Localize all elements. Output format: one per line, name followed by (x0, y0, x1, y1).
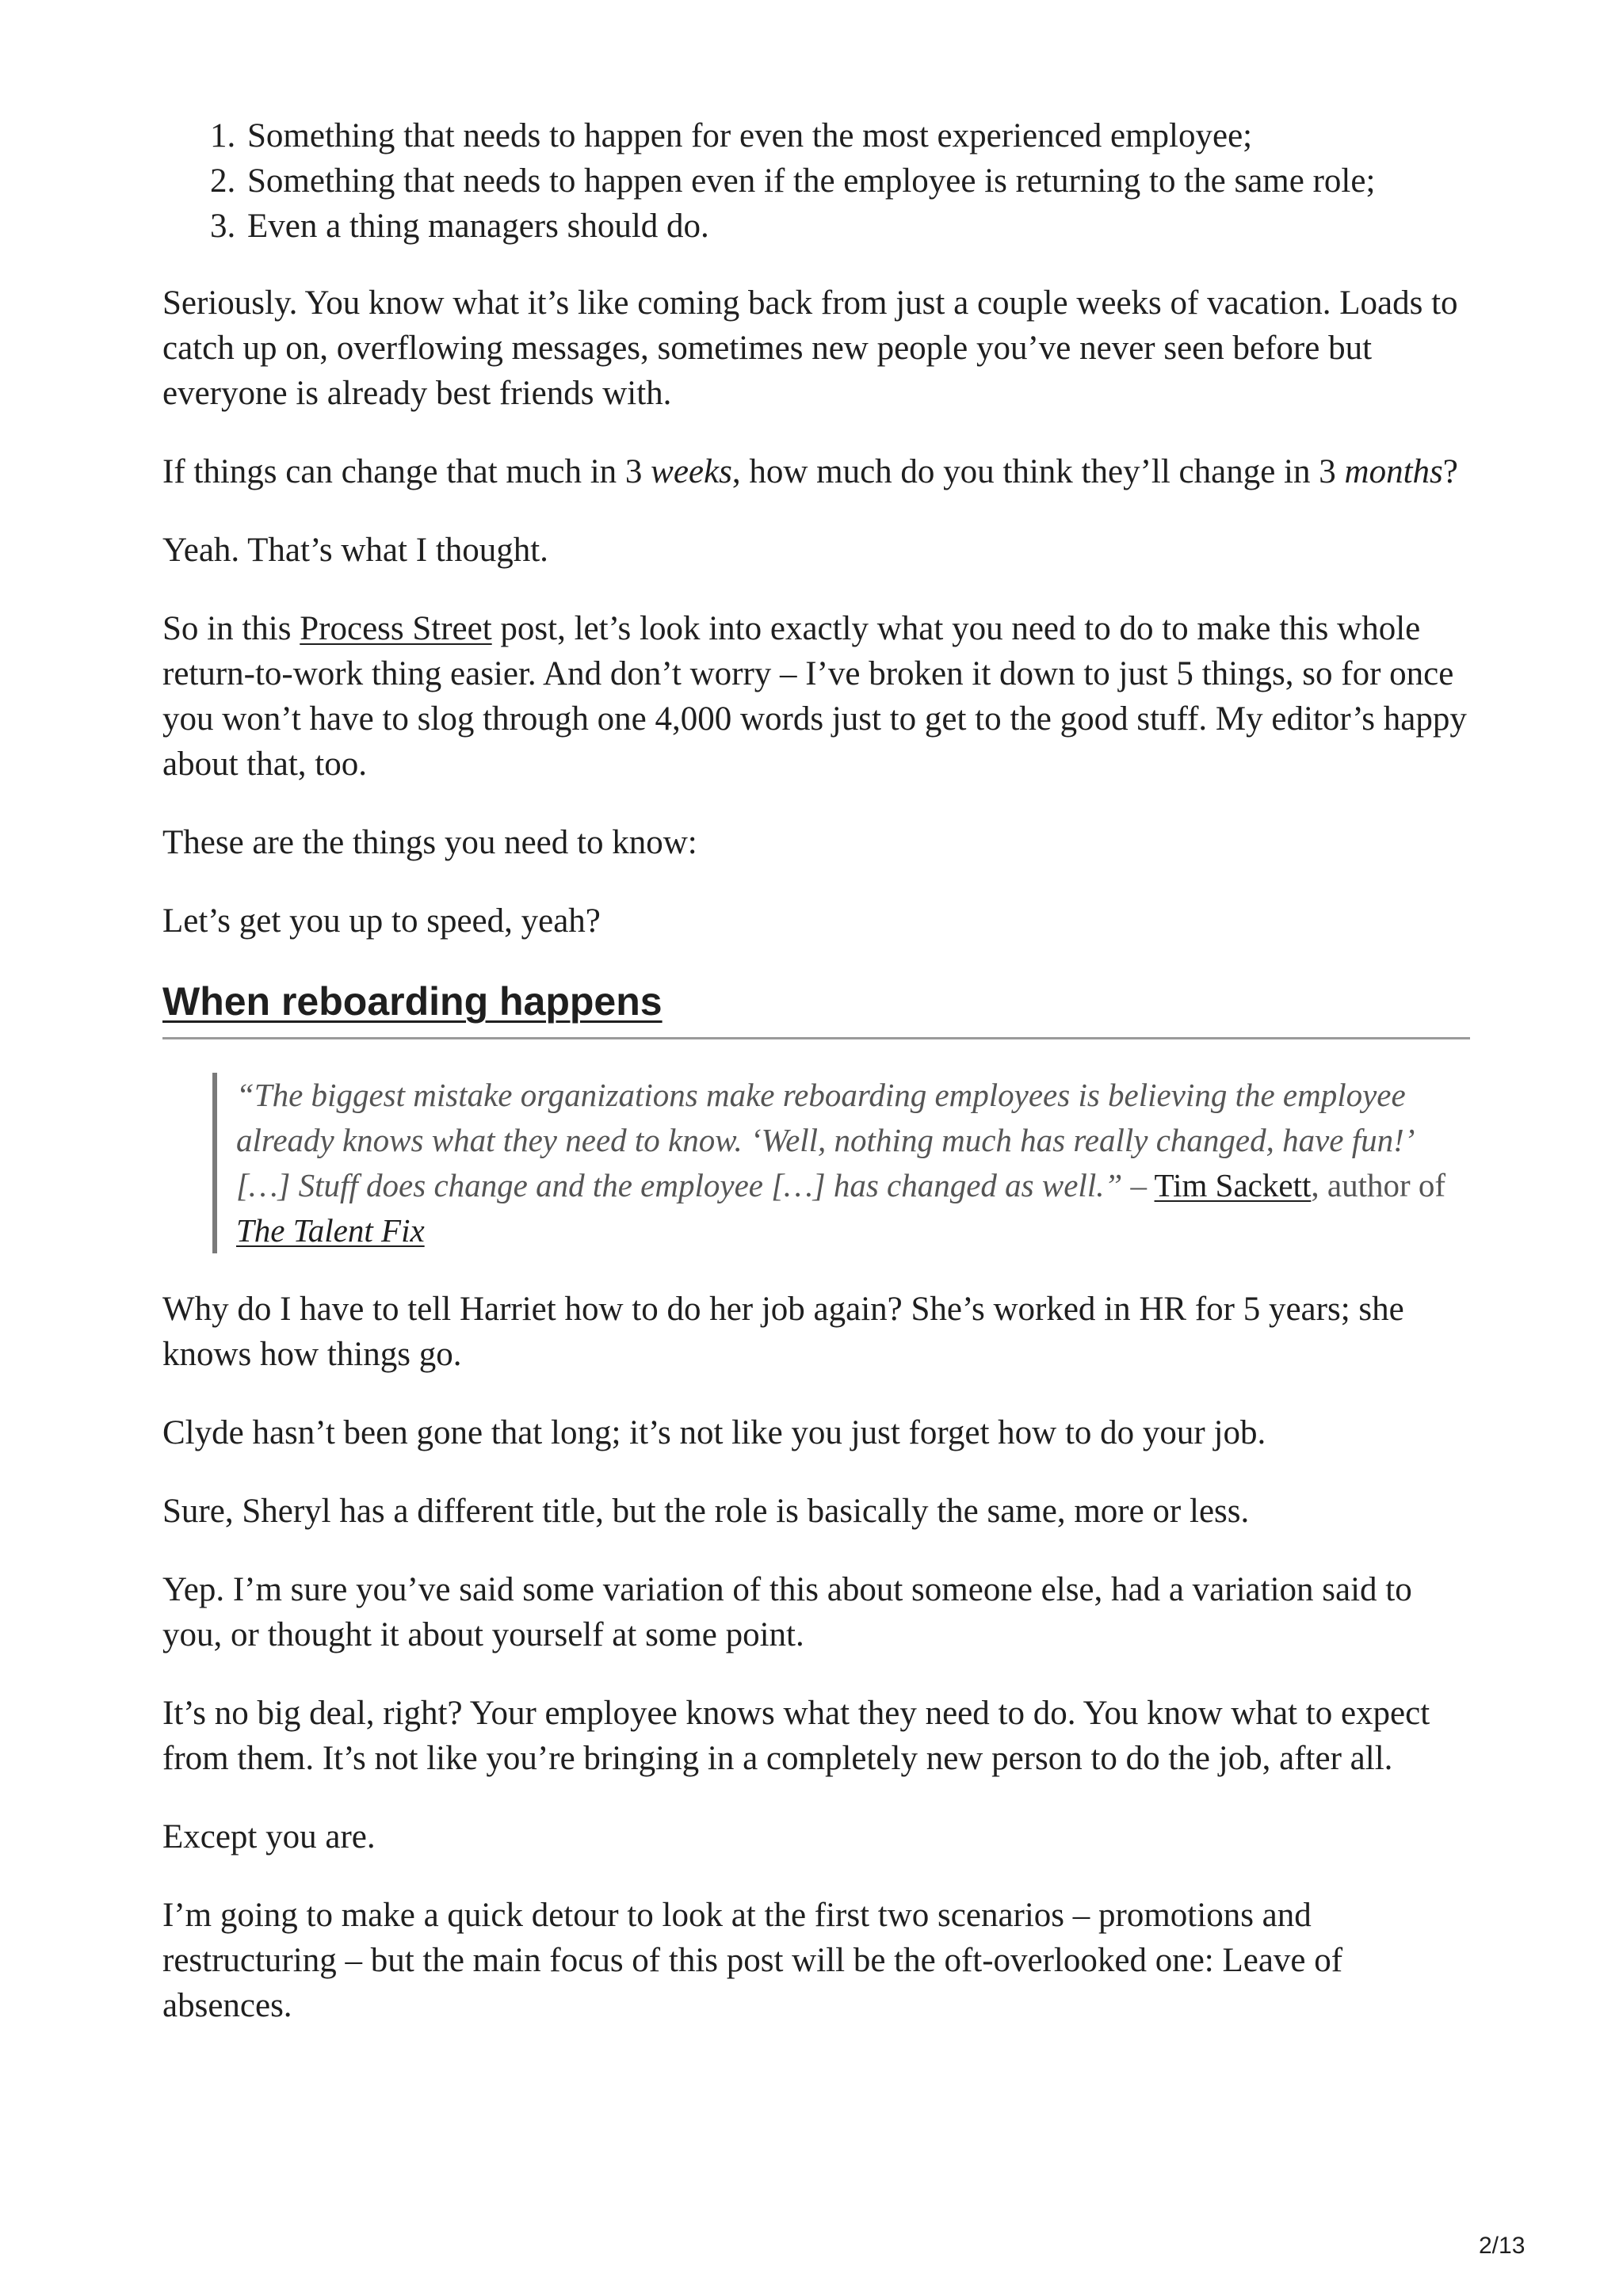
paragraph-process-street (162, 606, 1470, 787)
pull-quote (212, 1073, 1470, 1253)
section-heading (162, 977, 1470, 1039)
paragraph-yep: Yep. I’m sure you’ve said some variation of this about someone else, had a variation said to you, or thought it about yourself at some point. (162, 1571, 1412, 1653)
emphasis-months: months (1344, 453, 1443, 490)
list-item: 2. Something that needs to happen even if the employee is returning to the same role; (244, 158, 1470, 204)
text-segment: If things can change that much in 3 (162, 453, 651, 490)
emphasis-weeks: weeks (651, 453, 732, 490)
paragraph-detour: I’m going to make a quick detour to look at the first two scenarios – promotions and restructuring – but the main focus of this post will be the oft-overlooked one: Leave of absences. (162, 1897, 1343, 2024)
paragraph-seriously: Seriously. You know what it’s like coming back from just a couple weeks of vacation. Loads to catch up on, overflowing messages, sometimes new people you’ve never seen before but everyone is already best friends with. (162, 284, 1458, 412)
article-content (162, 113, 1470, 2061)
list-item: 3. Even a thing managers should do. (244, 204, 1470, 249)
text-segment: ? (1442, 453, 1458, 490)
paragraph-yeah: Yeah. That’s what I thought. (162, 532, 548, 569)
paragraph-big-deal: It’s no big deal, right? Your employee knows what they need to do. You know what to expect from them. It’s not like you’re bringing in a completely new person to do the job, after all. (162, 1695, 1430, 1777)
paragraph-up-to-speed: Let’s get you up to speed, yeah? (162, 902, 601, 940)
quote-text: “The biggest mistake organizations make reboarding employees is believing the employee already knows what they need to know. ‘Well, nothing much has really changed, have fun!’ […] Stuff does change and the employee […] has changed as well.” (236, 1077, 1411, 1203)
paragraph-except: Except you are. (162, 1818, 376, 1855)
paragraph-sheryl: Sure, Sheryl has a different title, but the role is basically the same, more or less. (162, 1493, 1250, 1530)
quote-dash: – (1122, 1167, 1155, 1203)
talent-fix-link[interactable]: The Talent Fix (236, 1212, 425, 1249)
tim-sackett-link[interactable]: Tim Sackett (1154, 1167, 1312, 1203)
paragraph-things-to-know: These are the things you need to know: (162, 824, 697, 861)
quote-author-suffix: , author of (1311, 1167, 1446, 1203)
text-segment: So in this (162, 610, 300, 647)
paragraph-clyde: Clyde hasn’t been gone that long; it’s not like you just forget how to do your job. (162, 1414, 1266, 1451)
text-segment: , how much do you think they’ll change in 3 (731, 453, 1345, 490)
intro-numbered-list (162, 113, 1470, 249)
paragraph-weeks-months (162, 449, 1470, 494)
text-segment: post, let’s look into exactly what you need to do to make this whole return-to-work thing easier. And don’t worry – I’ve broken it down to just 5 things, so for once you won’t have to slog through one 4,000 words just to get to the good stuff. My editor’s happy about that, too. (162, 610, 1467, 783)
process-street-link[interactable]: Process Street (300, 610, 492, 647)
list-item: 1. Something that needs to happen for even the most experienced employee; (244, 113, 1470, 158)
page-number: 2/13 (1479, 2233, 1526, 2259)
paragraph-harriet: Why do I have to tell Harriet how to do her job again? She’s worked in HR for 5 years; she knows how things go. (162, 1291, 1404, 1373)
section-heading-text: When reboarding happens (162, 979, 663, 1024)
